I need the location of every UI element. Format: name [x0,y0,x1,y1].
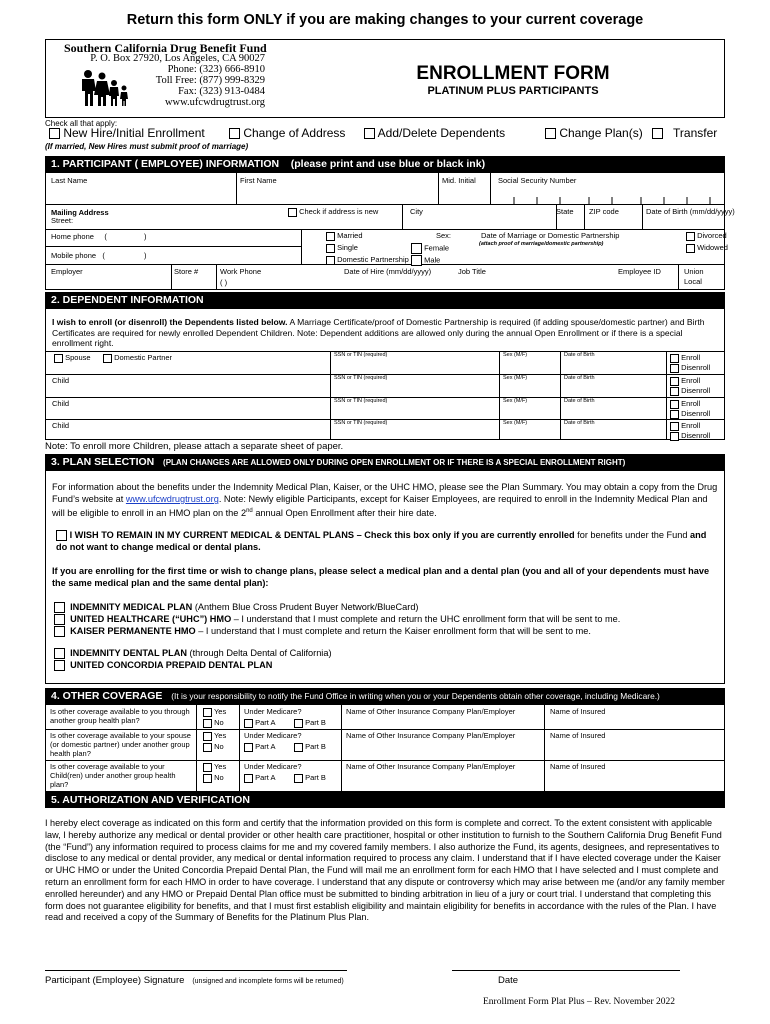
fund-address: P. O. Box 27920, Los Angeles, CA 90027 [90,53,265,64]
option-change-address[interactable] [229,126,345,140]
plan-kaiser-hmo[interactable]: KAISER PERMANENTE HMO – I understand that I must complete and return the Kaiser enrollment form that will be sent to me. [54,625,591,637]
indemnity-medical-checkbox[interactable] [54,602,65,613]
address-new-option[interactable] [288,207,378,217]
first-name-field[interactable] [237,189,437,203]
option-new-hire[interactable] [49,126,205,140]
q3-name-insured: Name of Insured [550,762,606,771]
participant-info-table [45,172,735,290]
section-1-header [45,156,725,172]
ssn-digit-ticks[interactable] [494,195,724,205]
attach-proof-note: (attach proof of marriage/domestic partnership) [479,241,604,247]
q2-under-medicare: Under Medicare? [244,731,302,740]
fund-fax: Fax: (323) 913-0484 [178,86,265,97]
spouse-checkbox[interactable] [54,354,63,363]
employee-id-label: Employee ID [618,267,661,276]
dependent-intro: I wish to enroll (or disenroll) the Dependents listed below. A Marriage Certificate/proof of Domestic Partnership is required (if adding spouse/domestic partner) and Birth Certificates are required for newly enrolled Dependent Children. Note: Dependent additions are allowed only during the annual Open Enrollment or if there is a special enrollment right. [52,317,705,348]
child-3-disenroll-option[interactable]: Disenroll [670,431,710,441]
plan-selection-box [45,470,725,684]
kaiser-hmo-checkbox[interactable] [54,626,65,637]
transfer-label: Transfer [673,126,718,140]
fund-web: www.ufcwdrugtrust.org [164,97,265,108]
mid-initial-label: Mid. Initial [442,176,476,185]
q1-no[interactable]: No [203,718,224,728]
spouse-ssn-label: SSN or TIN (required) [334,352,388,358]
footer-revision: Enrollment Form Plat Plus – Rev. November 2022 [483,997,676,1007]
q3-other-insurance: Name of Other Insurance Company Plan/Employer [346,762,516,771]
plan-indemnity-medical[interactable]: INDEMNITY MEDICAL PLAN (Anthem Blue Cross Prudent Buyer Network/BlueCard) [54,601,419,613]
change-address-label: Change of Address [243,126,346,140]
zip-label: ZIP code [589,207,619,216]
child-2-enroll-option[interactable]: Enroll [670,399,700,409]
domestic-partner-option[interactable]: Domestic Partner [103,353,172,363]
q1-other-insurance: Name of Other Insurance Company Plan/Employer [346,707,516,716]
option-transfer[interactable] [652,126,717,140]
child-3-enroll-option[interactable]: Enroll [670,421,700,431]
change-plans-checkbox[interactable] [545,128,556,139]
state-label: State [556,207,574,216]
section-3-header: 3. PLAN SELECTION (PLAN CHANGES ARE ALLOWED ONLY DURING OPEN ENROLLMENT OR IF THERE IS A SPECIAL ENROLLMENT RIGHT) [45,454,725,470]
section-1-title: 1. PARTICIPANT ( EMPLOYEE) INFORMATION [51,158,280,170]
q2-no[interactable]: No [203,742,224,752]
child-2-sex-label: Sex (M/F) [503,398,528,404]
indemnity-dental-checkbox[interactable] [54,648,65,659]
spouse-enroll-option[interactable]: Enroll [670,353,700,363]
signature-line[interactable] [45,970,347,971]
q1-part-b[interactable]: Part B [294,718,326,728]
spouse-dob-label: Date of Birth [564,352,595,358]
work-phone-parens: ( ) [220,278,228,287]
divorced-checkbox[interactable] [686,232,695,241]
address-new-checkbox[interactable] [288,208,297,217]
child-1-dob-label: Date of Birth [564,375,595,381]
ssn-label: Social Security Number [498,176,577,185]
check-all-label: Check all that apply: [45,119,118,128]
male-checkbox[interactable] [411,255,422,266]
q1-part-a[interactable]: Part A [244,718,276,728]
single-option[interactable]: Single [326,243,358,253]
section-4-header: 4. OTHER COVERAGE (It is your responsibility to notify the Fund Office in writing when you or your Dependents obtain other coverage, including Medicare.) [45,688,725,704]
form-title: ENROLLMENT FORM [416,63,610,84]
mobile-phone-label: Mobile phone ( [51,251,105,260]
dependent-info-table [45,308,725,440]
home-phone-label: Home phone ( [51,232,107,241]
q2-name-insured: Name of Insured [550,731,606,740]
q1-under-medicare: Under Medicare? [244,707,302,716]
married-option[interactable]: Married [326,231,363,241]
q1-label: Is other coverage available to you through another group health plan? [50,707,190,725]
child-1-enroll-option[interactable]: Enroll [670,376,700,386]
plan-indemnity-dental[interactable]: INDEMNITY DENTAL PLAN (through Delta Dental of California) [54,647,332,659]
child-3-dob-label: Date of Birth [564,420,595,426]
spouse-sex-label: Sex (M/F) [503,352,528,358]
family-logo-icon [78,69,130,107]
child-2-label: Child [52,399,70,408]
section-2-header: 2. DEPENDENT INFORMATION [45,292,725,308]
page-top-title: Return this form ONLY if you are making changes to your current coverage [126,12,644,28]
option-change-plans[interactable] [545,126,643,140]
date-marriage-label: Date of Marriage or Domestic Partnership [481,231,620,240]
work-phone-label: Work Phone [220,267,262,276]
employer-label: Employer [51,267,83,276]
divorced-option[interactable]: Divorced [686,231,727,241]
domestic-partner-checkbox[interactable] [103,354,112,363]
spouse-option[interactable]: Spouse [54,353,91,363]
q2-part-b[interactable]: Part B [294,742,326,752]
q2-part-a[interactable]: Part A [244,742,276,752]
local-label: Local [684,277,702,286]
authorization-text: I hereby elect coverage as indicated on this form and certify that the information provided on this form is complete and correct. To the extent consistent with applicable law, I hereby authorize any medical or dental provider or other health care practitioner, hospital or other institution to furnish to the Southern California Drug Benefit Fund (the “Fund”) any information required to process claims for me and my covered family members. I also authorize the Fund, its agents, designees, and representatives to disclose to any medical or dental provider, any medical or dental information required to process any claim. I understand that if I have elected coverage under the Kaiser or UHC HMO or under the United Concordia Prepaid Dental Plan, the Fund will mail me an enrollment form for each HMO that I have selected and I must complete and return an enrollment form for each HMO in order to have coverage. I understand that any dispute or controversy which may arise between me (and/or any family member enrolled hereunder) and any HMO or Prepaid Dental Plan office must be submitted to binding arbitration in lieu of a jury or court trial. I understand that completing this form does not guarantee eligibility for benefits, and that I must first establish eligibility and maintain eligibility for benefits in accordance with the rules of the Plan. I have read and received a copy of the Summary of Benefits for the Platinum Plus Plan. [45,818,725,923]
signature-label: Participant (Employee) Signature [45,975,185,986]
section-5-header: 5. AUTHORIZATION AND VERIFICATION [45,792,725,808]
last-name-label: Last Name [51,176,88,185]
remain-current-checkbox[interactable] [56,530,67,541]
other-coverage-table [45,704,725,792]
date-label: Date [498,975,519,986]
more-children-note: Note: To enroll more Children, please attach a separate sheet of paper. [45,441,344,452]
married-checkbox[interactable] [326,232,335,241]
child-2-disenroll-option[interactable]: Disenroll [670,409,710,419]
q2-label: Is other coverage available to your spouse (or domestic partner) under another group health plan? [50,731,191,758]
child-3-ssn-label: SSN or TIN (required) [334,420,388,426]
section-1-hint: (please print and use blue or black ink) [290,158,486,170]
child-1-ssn-label: SSN or TIN (required) [334,375,388,381]
q3-part-b[interactable]: Part B [294,773,326,783]
q2-other-insurance: Name of Other Insurance Company Plan/Employer [346,731,516,740]
domestic-checkbox[interactable] [326,256,335,265]
sex-label: Sex: [436,231,452,240]
signature-note: (unsigned and incomplete forms will be returned) [192,978,344,985]
transfer-checkbox[interactable] [652,128,663,139]
form-subtitle: PLATINUM PLUS PARTICIPANTS [427,85,599,97]
job-title-label: Job Title [458,267,486,276]
website-link[interactable]: www.ufcwdrugtrust.org [125,494,219,504]
option-add-delete-dependents[interactable] [364,126,505,140]
home-phone-close: ) [144,232,147,241]
single-checkbox[interactable] [326,244,335,253]
child-3-sex-label: Sex (M/F) [503,420,528,426]
uhc-hmo-checkbox[interactable] [54,614,65,625]
last-name-field[interactable] [47,189,235,203]
fund-tollfree: Toll Free: (877) 999-8329 [155,75,265,86]
q3-under-medicare: Under Medicare? [244,762,302,771]
domestic-option[interactable]: Domestic Partnership [326,255,409,265]
date-hire-label: Date of Hire (mm/dd/yyyy) [344,267,432,276]
female-option[interactable]: Female [411,243,449,254]
plan-united-concordia[interactable]: UNITED CONCORDIA PREPAID DENTAL PLAN [54,659,272,671]
child-3-label: Child [52,421,70,430]
q1-yes[interactable]: Yes [203,707,226,717]
q1-name-insured: Name of Insured [550,707,606,716]
widowed-option[interactable]: Widowed [686,243,728,253]
united-concordia-checkbox[interactable] [54,660,65,671]
mobile-phone-close: ) [144,251,147,260]
q3-no[interactable]: No [203,773,224,783]
date-line[interactable] [452,970,680,971]
male-option[interactable]: Male [411,255,440,266]
new-hire-label: New Hire/Initial Enrollment [63,126,205,140]
plan-uhc-hmo[interactable]: UNITED HEALTHCARE (“UHC”) HMO – I understand that I must complete and return the UHC enrollment form that will be sent to me. [54,613,620,625]
q3-part-a[interactable]: Part A [244,773,276,783]
city-label: City [410,207,423,216]
fund-name: Southern California Drug Benefit Fund [64,41,267,55]
widowed-checkbox[interactable] [686,244,695,253]
add-delete-checkbox[interactable] [364,128,375,139]
child-1-sex-label: Sex (M/F) [503,375,528,381]
change-plans-label: Change Plan(s) [559,126,643,140]
child-1-disenroll-option[interactable]: Disenroll [670,386,710,396]
new-hire-checkbox[interactable] [49,128,60,139]
spouse-disenroll-option[interactable]: Disenroll [670,363,710,373]
signature-label-row [45,975,344,986]
enrolling-instructions: If you are enrolling for the first time or wish to change plans, please select a medical plan and a dental plan (you and all of your dependents must have the same medical plan and the same dental plan): [52,566,710,588]
married-note: (If married, New Hires must submit proof of marriage) [45,142,249,151]
street-label: Street: [51,216,74,225]
child-1-label: Child [52,376,70,385]
q3-yes[interactable]: Yes [203,762,226,772]
change-address-checkbox[interactable] [229,128,240,139]
store-label: Store # [174,267,199,276]
union-label: Union [684,267,704,276]
q2-yes[interactable]: Yes [203,731,226,741]
plan-info-paragraph: For information about the benefits under the Indemnity Medical Plan, Kaiser, or the UHC HMO, please see the Plan Summary. You may obtain a copy from the Drug Fund’s website at www.ufcwdrugtrust.org. Note: Newly eligible Participants, except for Kaiser Employees, are required to enroll in the Indemnity Medical Plan and will be eligible to enroll in an HMO plan on the 2nd annual Open Enrollment after their hire date. [52,482,718,519]
first-name-label: First Name [240,176,277,185]
dob-label: Date of Birth (mm/dd/yyyy) [646,207,735,216]
child-2-dob-label: Date of Birth [564,398,595,404]
fund-phone: Phone: (323) 666-8910 [167,64,265,75]
remain-current-option[interactable]: I WISH TO REMAIN IN MY CURRENT MEDICAL & DENTAL PLANS – Check this box only if you are currently enrolled for benefits under the Fund and do not want to change medical or dental plans. [56,530,707,553]
mailing-address-label: Mailing Address [51,208,109,217]
child-2-ssn-label: SSN or TIN (required) [334,398,388,404]
female-checkbox[interactable] [411,243,422,254]
add-delete-label: Add/Delete Dependents [377,126,506,140]
q3-label: Is other coverage available to your Child(ren) under another group health plan? [50,762,176,789]
address-new-label: Check if address is new [299,207,379,216]
